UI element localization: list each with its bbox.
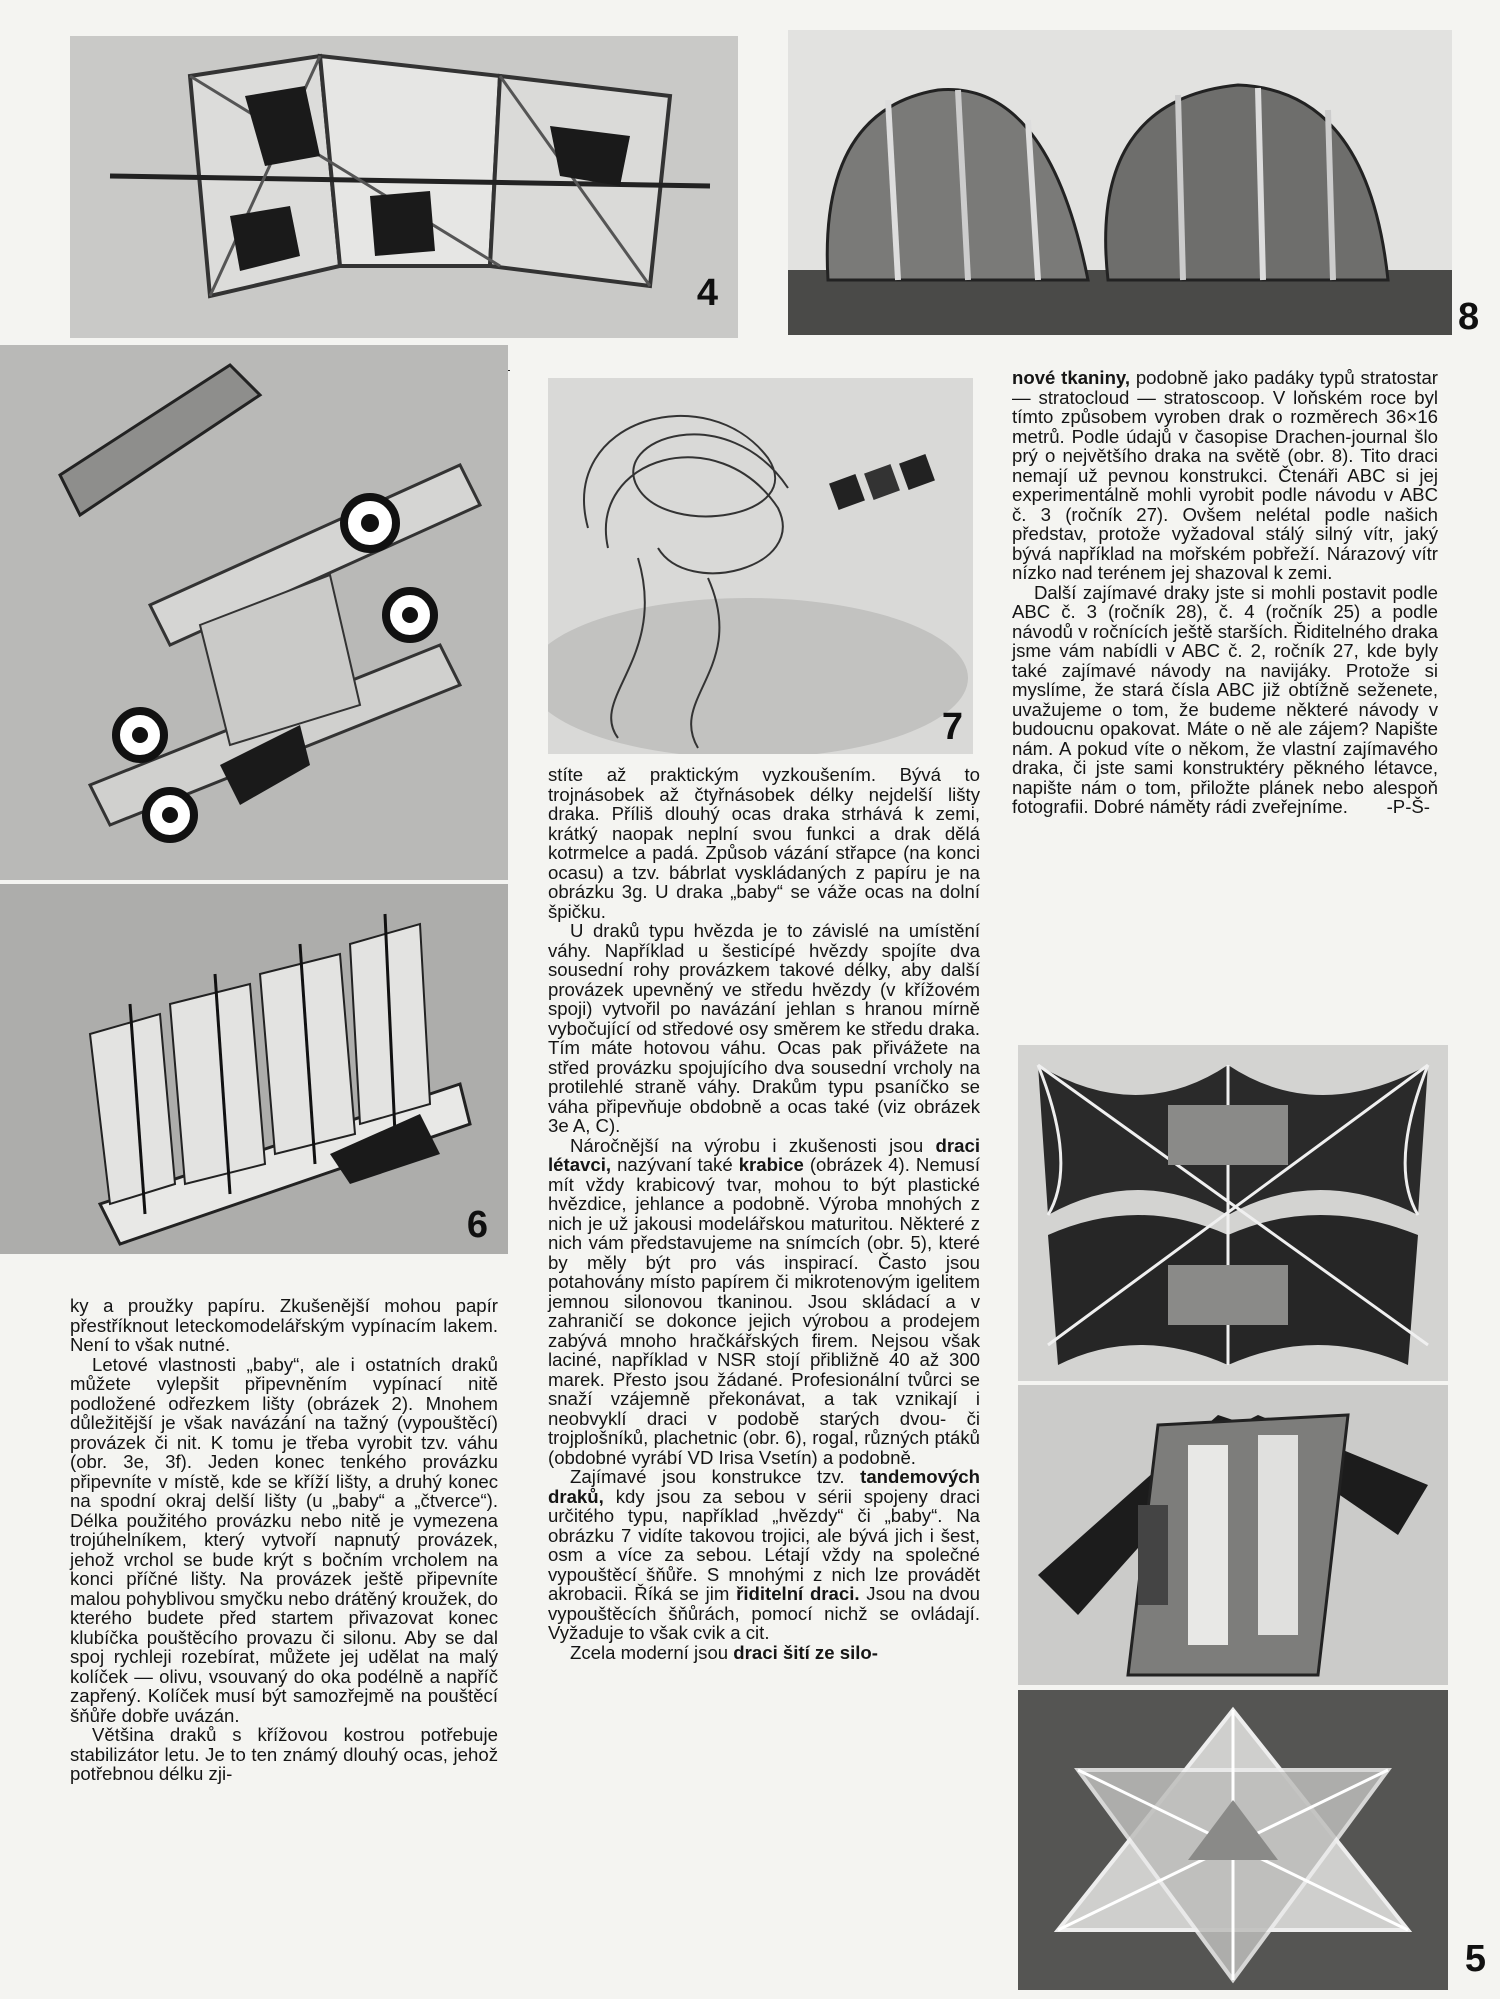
photo-box-kite bbox=[70, 36, 738, 338]
box-kite-illustration bbox=[70, 36, 738, 338]
col2-paragraph-3 bbox=[548, 1136, 980, 1468]
author-signature: -P-Š- bbox=[1386, 796, 1430, 817]
photo-star-kite bbox=[1018, 1690, 1448, 1990]
cellular-kite-illustration bbox=[1018, 1045, 1448, 1381]
col2-p4-text-a: Zajímavé jsou konstrukce tzv. bbox=[570, 1466, 861, 1487]
col2-paragraph-4 bbox=[548, 1467, 980, 1643]
photo-tandem-kites bbox=[548, 378, 973, 754]
col2-paragraph-1: stíte až praktickým vyzkoušením. Bývá to trojnásobek až čtyřnásobek délky nejdelší lišty draka. Příliš dlouhý ocas draka strhává k zemi, krátký naopak neplní svou funkci a drak dělá kotrmelce a padá. Způsob vázání střapce (na konci ocasu) a tzv. bábrlat vyskládaných z papíru je na obrázku 3g. U draka „baby“ se váže ocas na dolní špičku. bbox=[548, 764, 980, 922]
birdshape-kite-illustration bbox=[1018, 1385, 1448, 1685]
col2-paragraph-2: U draků typu hvězda je to závislé na umístění váhy. Například u šesticípé hvězdy spojíte dva sousední rohy provázkem takové délky, aby další provázek upevněný ve středu hvězdy (v křížovém spoji) vytvořil po navázání jehlan s hranou mírně vybočující od středové osy směrem ke středu draka. Tím máte hotovou váhu. Ocas pak přivážete na střed provázku spojujícího dva sousední vrcholy na protilehlé straně váhy. Drakům typu psaníčko se váha připevňuje obdobně a ocas také (viz obrázek 3e A, C). bbox=[548, 920, 980, 1136]
col2-p3-bold-letavci: draci létavci, bbox=[548, 1134, 980, 1175]
col2-paragraph-5 bbox=[548, 1643, 980, 1663]
photo-parafoil-kite bbox=[788, 30, 1452, 335]
col3-p2-text: Další zajímavé draky jste si mohli postavit podle ABC č. 3 (ročník 28), č. 4 (ročník 25) a podle návodů v ročnících ještě starších. Řiditelného draka jsme vám nabídli v ABC č. 2, ročník 27, kde byly také zajímavé návody na navijáky. Protože si myslíme, že stará čísla ABC již obtížně seženete, uvažujeme o tom, že budeme některé návody v budoucnu opakovat. Máte o ně ale zájem? Napište nám. A pokud víte o někom, že vlastní zajímavého draka, či jste sami konstruktéry pěkného létavce, napište nám o tom, přiložte plánek nebo alespoň fotografii. Dobré náměty rádi zveřejníme. bbox=[1012, 581, 1438, 817]
text-column-2 bbox=[548, 765, 980, 1662]
star-kite-illustration bbox=[1018, 1690, 1448, 1990]
parafoil-kite-illustration bbox=[788, 30, 1452, 335]
col1-paragraph-2: Letové vlastnosti „baby“, ale i ostatních draků můžete vylepšit připevněním vypínací nitě podložené odřezkem lišty (obrázek 2). Mnohem důležitější je však navázání na tažný (vypouštěcí) provázek či nit. K tomu je třeba vyrobit tzv. váhu (obr. 3e, 3f). Jeden konec tenkého provázku připevníte v místě, kde se kříží lišty, a druhý konec na spodní okraj delší lišty (u „baby“ a „čtverce“). Délka použitého provázku nebo nitě je vymezena trojúhelníkem, který vytvoří napnutý provázek, jehož vrchol se bude krýt s bočním vrcholem na konci příčné lišty. Na provázek ještě připevníte malou pohyblivou smyčku nebo drátěný kroužek, do kterého budete před startem přivazovat konec klubíčka pouštěcího provazu či silonu. Aby se dal spoj rychleji rozebírat, můžete jej udělat na malý kolíček — olivu, vsouvaný do oka podélně a napříč zapřený. Kolíček musí být samozřejmě na pouštěcí šňůře dobře uvázán. bbox=[70, 1353, 498, 1726]
col3-p1-text-b: podobně jako padáky typů stratostar — stratocloud — stratoscoop. V loňském roce byl tímto způsobem vyroben drak o rozměrech 36×16 metrů. Podle údajů v časopise Drachen-journal šlo prý o největšího draka na světě (obr. 8). Tito draci nemají už pevnou konstrukci. Čtenáři ABC si jej experimentálně mohli vyrobit podle návodu v ABC č. 3 (ročník 27). Ovšem nelétal podle našich představ, protože vyžadoval stálý silný vítr, jaký bývá například na mořském pobřeží. Nárazový vítr nízko nad terénem jej shazoval k zemi. bbox=[1012, 367, 1438, 583]
figure-number-8: 8 bbox=[1458, 296, 1480, 338]
sailship-kite-illustration bbox=[0, 884, 508, 1254]
col3-paragraph-1 bbox=[1012, 368, 1438, 583]
page-number: 5 bbox=[1464, 1938, 1486, 1980]
text-column-3 bbox=[1012, 368, 1438, 817]
col1-paragraph-3: Většina draků s křížovou kostrou potřebuje stabilizátor letu. Je to ten známý dlouhý ocas, jehož potřebnou délku zji- bbox=[70, 1724, 498, 1784]
figure-number-6: 6 bbox=[466, 1204, 488, 1246]
col2-p3-bold-krabice: krabice bbox=[738, 1154, 804, 1175]
photo-biplane-kite bbox=[0, 345, 508, 880]
col2-p4-text-e: Jsou na dvou vypouštěcích šňůrách, pomocí nichž se ovládají. Vyžaduje to však cvik a cit. bbox=[548, 1583, 980, 1643]
col3-p1-bold-tkaniny: nové tkaniny, bbox=[1012, 367, 1131, 388]
photo-cellular-kite bbox=[1018, 1045, 1448, 1381]
col2-p4-bold-tandem: tandemových draků, bbox=[548, 1466, 980, 1507]
photo-birdshape-kite bbox=[1018, 1385, 1448, 1685]
col1-paragraph-1: ky a proužky papíru. Zkušenější mohou papír přestříknout leteckomodelářským vypínacím lakem. Není to však nutné. bbox=[70, 1295, 498, 1355]
tandem-kites-illustration bbox=[548, 378, 973, 754]
text-column-1 bbox=[70, 1296, 498, 1784]
col2-p5-text-a: Zcela moderní jsou bbox=[570, 1641, 734, 1663]
figure-number-4: 4 bbox=[696, 272, 718, 314]
col2-p3-text-e: (obrázek 4). Nemusí mít vždy krabicový tvar, mohou to být plastické hvězdice, jehlance a podobně. Výroba mnohých z nich je už jakousi modelářskou maturitou. Některé z nich vám představujeme na snímcích (obr. 5), které by měly být pro vás inspirací. Často jsou potahovány místo papírem či mikrotenovým igelitem jemnou silonovou tkaninou. Jsou skládací a v zahraničí se dokonce jejich výrobou a prodejem zabývá mnoho hračkářských firem. Nejsou však laciné, například v NSR stojí přibližně 40 až 300 marek. Přesto jsou žádané. Profesionální tvůrci se snaží vzájemně překonávat, a tak vznikají i neobvyklí draci v podobě starých dvou- či trojplošníků, plachetnic (obr. 6), rogal, různých ptáků (obdobné vyrábí VD Irisa Vsetín) a podobně. bbox=[548, 1154, 980, 1468]
col2-p5-bold-sili: draci šití ze silo- bbox=[733, 1641, 878, 1663]
figure-number-7: 7 bbox=[941, 706, 963, 748]
biplane-kite-illustration bbox=[0, 345, 508, 880]
col3-paragraph-2 bbox=[1012, 583, 1438, 817]
col2-p4-bold-riditelni: řiditelní draci. bbox=[736, 1583, 860, 1604]
col2-p4-text-c: kdy jsou za sebou v sérii spojeny draci určitého typu, například „hvězdy“ či „baby“. Na obrázku 7 vidíte takovou trojici, ale bývá jich i šest, osm a více za sebou. Létají vždy na společné vypouštěcí šňůře. S mnohými z nich lze provádět akrobacii. Říká se jim bbox=[548, 1485, 980, 1604]
col2-p3-text-c: nazývaní také bbox=[611, 1154, 739, 1175]
photo-sailship-kite bbox=[0, 884, 508, 1254]
col2-p3-text-a: Náročnější na výrobu i zkušenosti jsou bbox=[570, 1134, 936, 1156]
